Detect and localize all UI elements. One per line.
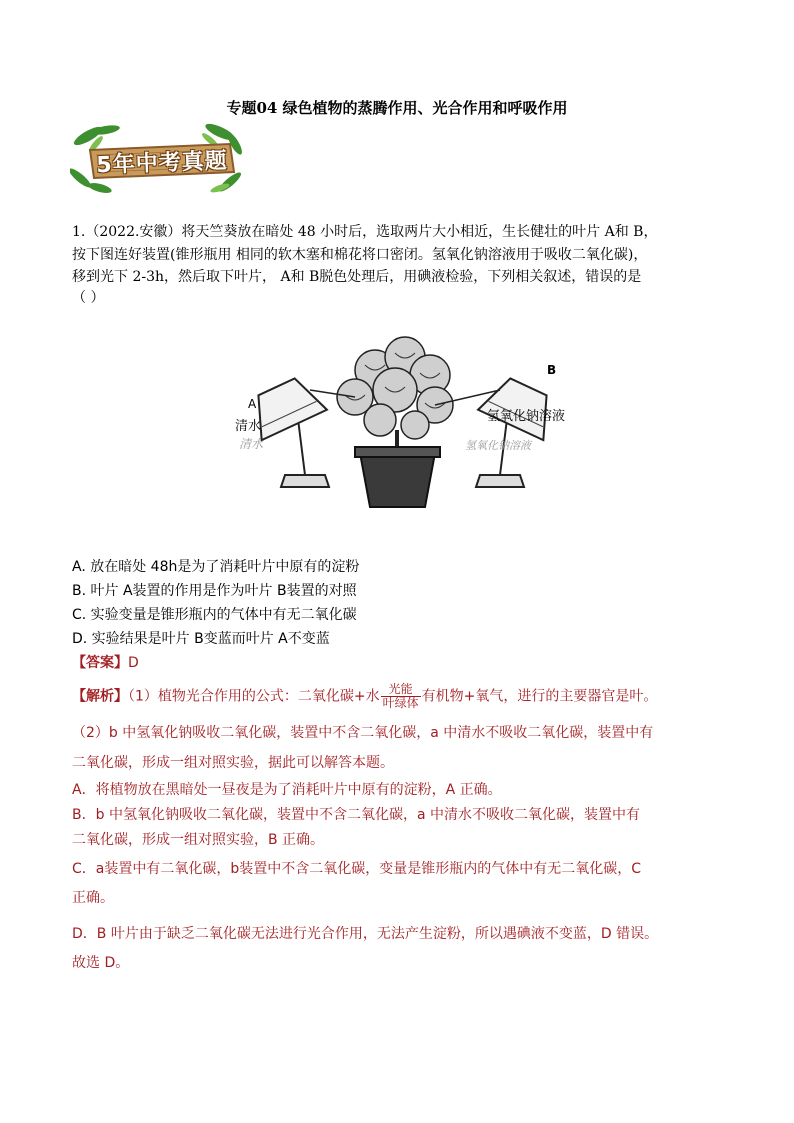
question-line-3: 移到光下 2-3h，然后取下叶片， A和 B脱色处理后，用碘液检验，下列相关叙述，错误的是	[72, 269, 642, 285]
answer-value: D	[128, 655, 139, 671]
analysis-p1-end: 有机物+氧气，进行的主要器官是叶。	[421, 688, 658, 705]
banner-text: 5年中考真题	[96, 148, 229, 179]
page-title: 专题04 绿色植物的蒸腾作用、光合作用和呼吸作用	[226, 99, 568, 117]
handwritten-right: 氢氧化钠溶液	[465, 439, 531, 452]
handwritten-left: 清水	[239, 437, 264, 451]
analysis-conclusion: 故选 D。	[72, 955, 130, 971]
formula-arrow	[381, 683, 421, 710]
option-d: D. 实验结果是叶片 B变蓝而叶片 A不变蓝	[72, 631, 330, 647]
formula-top: 光能	[381, 683, 421, 697]
label-a-text: 清水	[235, 419, 262, 434]
analysis-d: D．B 叶片由于缺乏二氧化碳无法进行光合作用，无法产生淀粉，所以遇碘液不变蓝，D 错误。	[72, 926, 659, 942]
experiment-figure	[225, 335, 585, 515]
option-b: B. 叶片 A装置的作用是作为叶片 B装置的对照	[72, 583, 357, 599]
analysis-b1: B．b 中氢氧化钠吸收二氧化碳，装置中不含二氧化碳，a 中清水不吸收二氧化碳，装置中有	[72, 807, 640, 823]
analysis-b2: 二氧化碳，形成一组对照实验，B 正确。	[72, 832, 325, 848]
question-line-1: 1.（2022.安徽）将天竺葵放在暗处 48 小时后，选取两片大小相近，生长健壮的叶片 A和 B，	[72, 224, 658, 240]
label-b-text: 氢氧化钠溶液	[487, 409, 566, 424]
analysis-label: 【解析】	[72, 688, 128, 705]
analysis-p2a: （2）b 中氢氧化钠吸收二氧化碳，装置中不含二氧化碳，a 中清水不吸收二氧化碳，装置中有	[72, 725, 654, 741]
option-c: C. 实验变量是锥形瓶内的气体中有无二氧化碳	[72, 607, 357, 623]
label-b: B	[547, 363, 557, 377]
analysis-p1	[72, 683, 732, 710]
answer-label: 【答案】	[72, 655, 128, 671]
analysis-p1-start: （1）植物光合作用的公式：二氧化碳+水	[128, 688, 380, 705]
analysis-c2: 正确。	[72, 890, 114, 906]
analysis-c1: C．a装置中有二氧化碳，b装置中不含二氧化碳，变量是锥形瓶内的气体中有无二氧化碳，C	[72, 861, 642, 877]
label-a: A	[248, 397, 257, 411]
question-line-4: （ ）	[72, 290, 105, 306]
analysis-p2b: 二氧化碳，形成一组对照实验，据此可以解答本题。	[72, 755, 394, 771]
analysis-a: A．将植物放在黑暗处一昼夜是为了消耗叶片中原有的淀粉，A 正确。	[72, 782, 502, 798]
option-a: A. 放在暗处 48h是为了消耗叶片中原有的淀粉	[72, 559, 360, 575]
formula-bottom: 叶绿体	[382, 696, 419, 710]
exam-banner	[70, 122, 245, 197]
answer	[72, 652, 139, 672]
question-line-2: 按下图连好装置(锥形瓶用 相同的软木塞和棉花将口密闭。氢氧化钠溶液用于吸收二氧化碳)，	[72, 247, 648, 263]
